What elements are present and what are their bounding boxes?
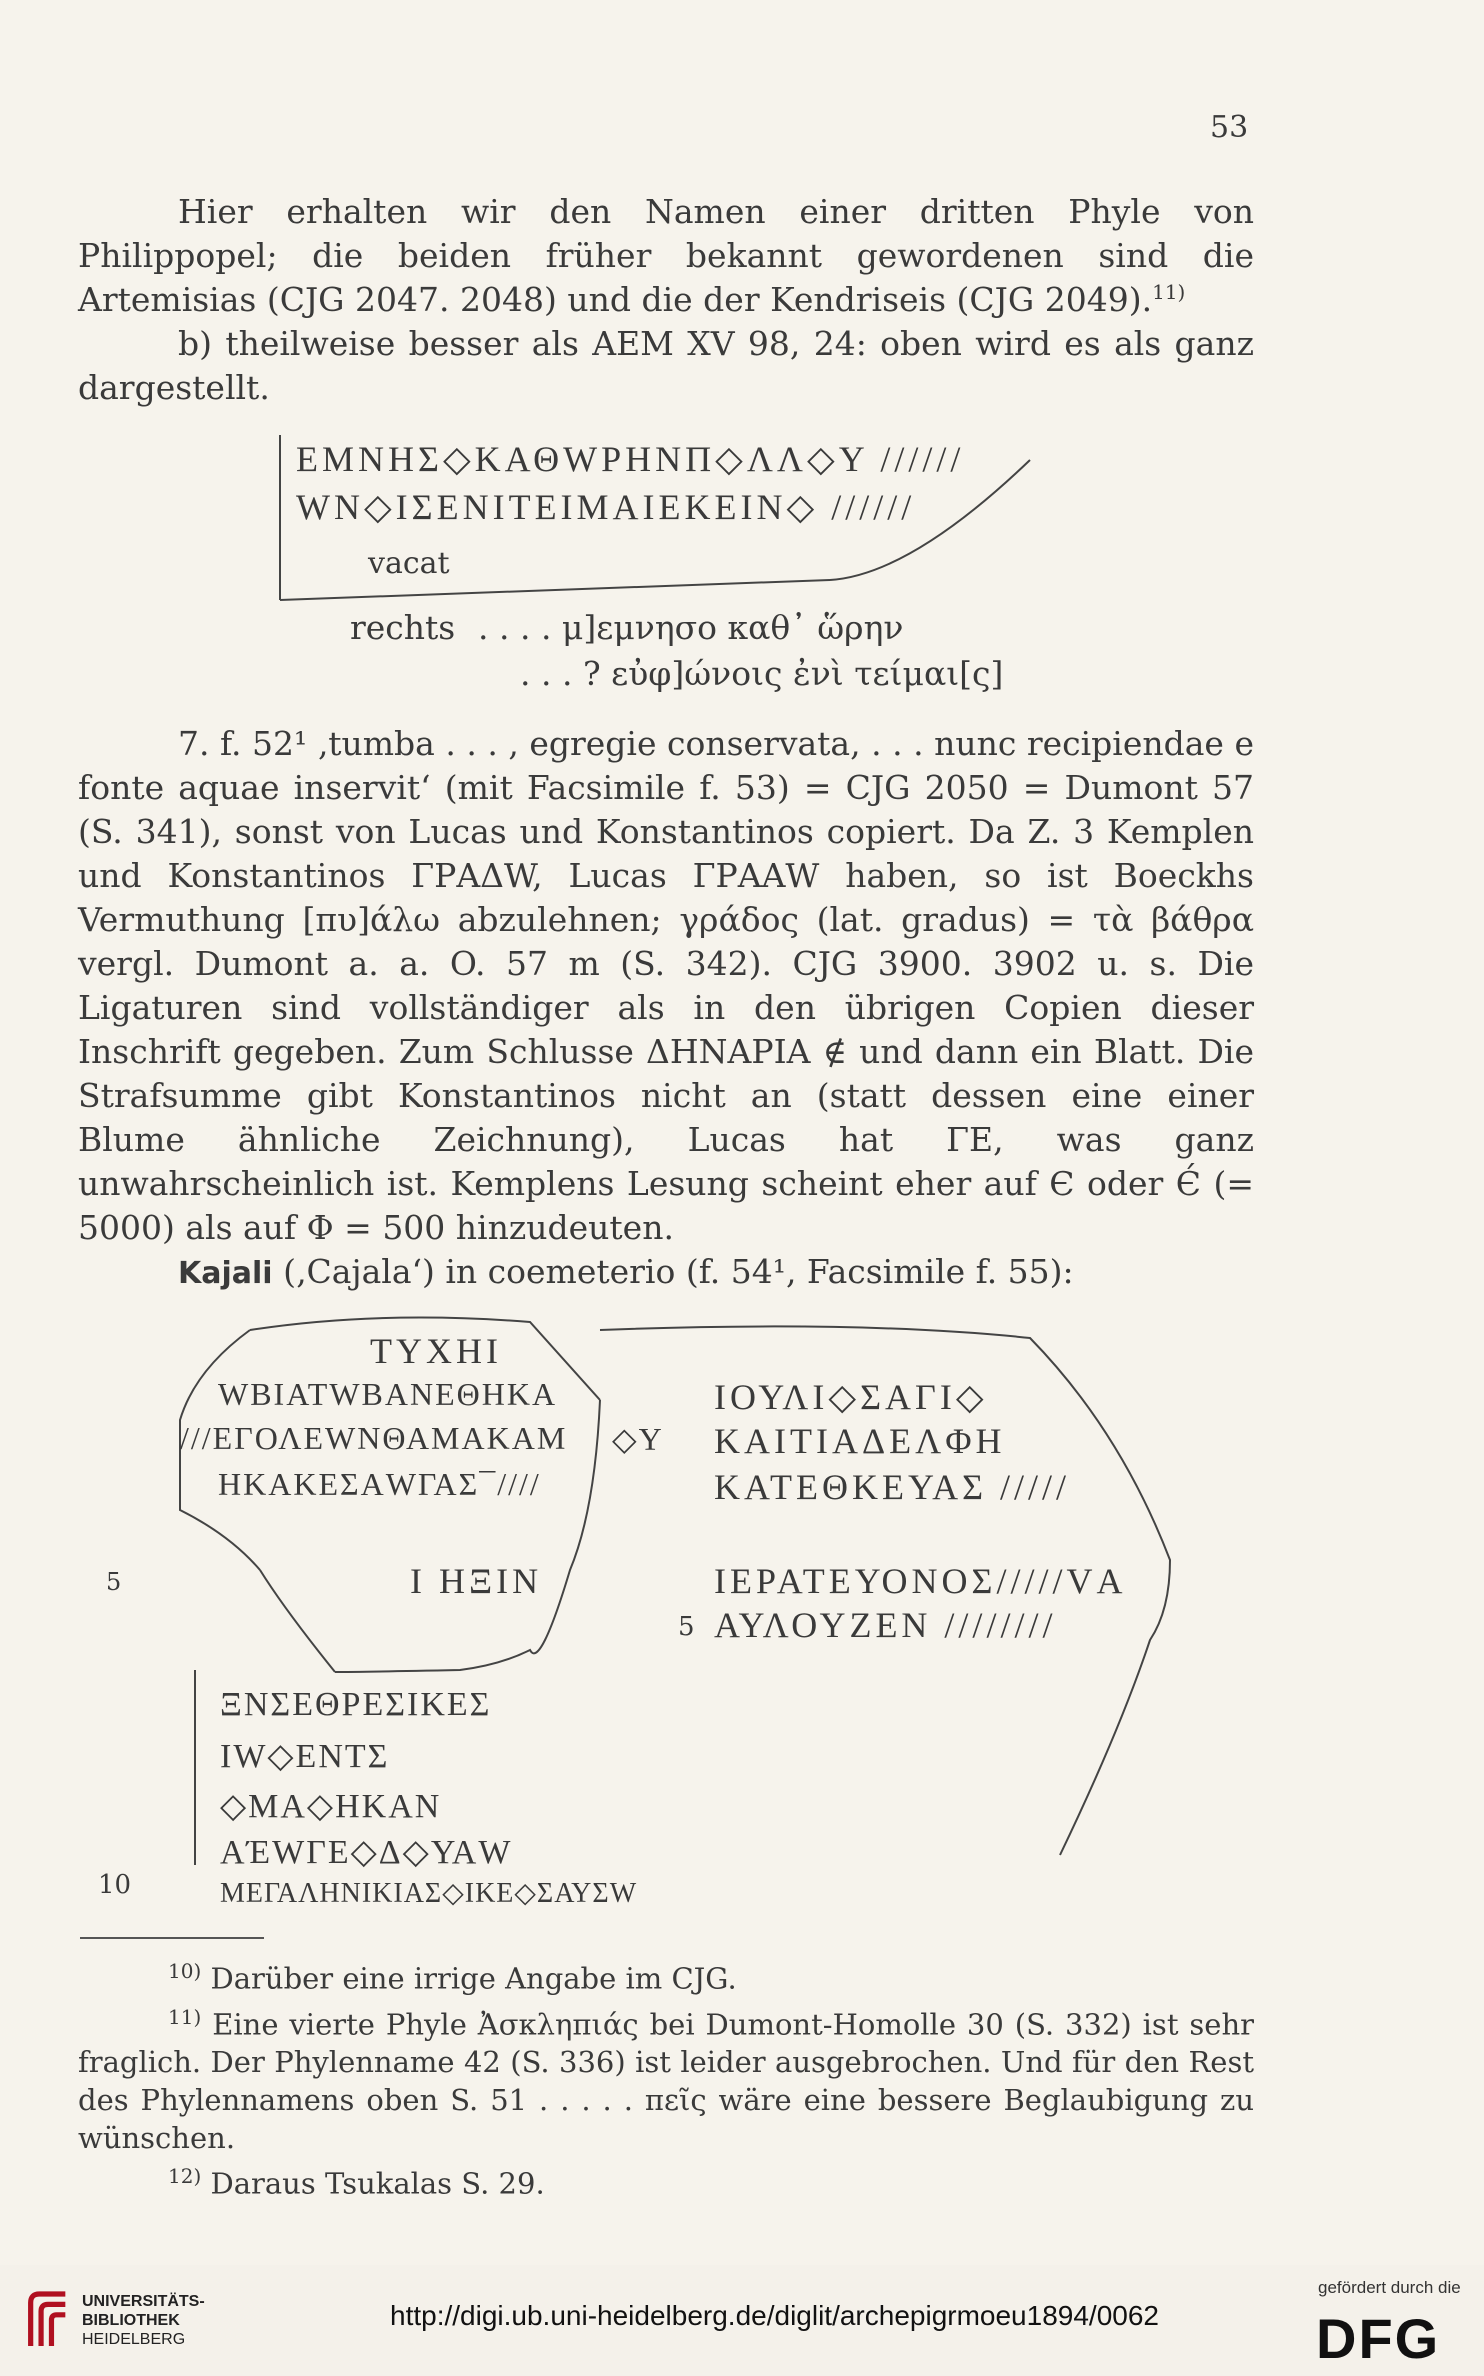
sponsor-label: gefördert durch die	[1318, 2278, 1461, 2297]
rechts-label: rechts	[350, 608, 456, 647]
footnote-12	[78, 2157, 1254, 2203]
kajali-right-line-3: ΙΕΡΑΤΕΥΟΝΟΣ/////VΑ	[714, 1561, 1127, 1601]
left-stone-bottom	[260, 1570, 335, 1672]
paragraph-phyle	[78, 190, 1254, 322]
kajali-left-line-4: Ι ΗΞΙΝ	[410, 1561, 543, 1601]
library-name-line-1: UNIVERSITÄTS-	[82, 2293, 205, 2310]
footnote-ref-11: 11)	[1152, 280, 1186, 304]
frame-bottom-rule	[280, 580, 830, 600]
footnote-11-number: 11)	[168, 2004, 202, 2029]
kajali-lower-line-3: ΑΈWΓΕ◇Δ◇ΥΑW	[220, 1834, 513, 1871]
paragraph-7: 7. f. 52¹ ‚tumba . . . , egregie conservata, . . . nunc recipiendae e fonte aquae inservit‘ (mit Facsimile f. 53) = CJG 2050 = Dumont 57 (S. 341), sonst von Lucas und Konstantinos copiert. Da Z. 3 Kemplen und Konstantinos ΓΡΑΔW, Lucas ΓΡΑΑW haben, so ist Boeckhs Vermuthung [πυ]άλω abzulehnen; γράδος (lat. gradus) = τὰ βάθρα vergl. Dumont a. a. O. 57 m (S. 342). CJG 3900. 3902 u. s. Die Ligaturen sind vollständiger als in den übrigen Copien dieser Inschrift gegeben. Zum Schlusse ΔΗΝΑΡΙΑ ∉ und dann ein Blatt. Die Strafsumme gibt Konstantinos nicht an (statt dessen eine einer Blume ähnliche Zeichnung), Lucas hat ΓΕ, was ganz unwahrscheinlich ist. Kemplens Lesung scheint eher auf Є oder Є́ (= 5000) als auf Φ = 500 hinzudeuten.	[78, 724, 1254, 1247]
kajali-right-line-2: ΚΑΤΕΘΚΕΥΑΣ /////	[714, 1467, 1071, 1507]
kajali-lower-line-0: ΞΝΣΕΘΡΕΣΙΚΕΣ	[220, 1686, 492, 1723]
kajali-left-line-3: ΗΚΑΚΕΣΑWΓΑΣ¯////	[218, 1466, 541, 1502]
footnote-11	[78, 1998, 1254, 2158]
page-number: 53	[1210, 110, 1249, 145]
footnote-12-number: 12)	[168, 2164, 202, 2189]
line-number-5-right: 5	[678, 1612, 695, 1642]
footnotes	[78, 1952, 1254, 2203]
kajali-right-line-0: ΙΟΥΛΙ◇ΣΑΓΙ◇	[714, 1377, 988, 1417]
kajali-lower-line-2: ◇ΜΑ◇ΗΚΑΝ	[220, 1788, 442, 1825]
kajali-right-line-1: ΚΑΙΤΙΑΔΕΛΦΗ	[714, 1421, 1006, 1461]
line-number-5-left: 5	[106, 1568, 122, 1596]
kajali-heading-bold: Kajali	[178, 1256, 273, 1291]
footnote-10	[78, 1952, 1254, 1998]
intro-paragraphs	[78, 190, 1254, 410]
vacat-label: vacat	[368, 546, 450, 581]
kajali-joiner: ◇Υ	[612, 1421, 664, 1457]
library-name-line-2: BIBLIOTHEK	[82, 2312, 180, 2329]
library-name	[82, 2292, 205, 2349]
kajali-heading-block	[78, 1250, 1254, 1296]
kajali-left-line-0: ΤΥΧΗΙ	[370, 1331, 502, 1371]
paragraph-7-block	[78, 722, 1254, 1250]
footnote-10-text: Darüber eine irrige Angabe im CJG.	[210, 1961, 737, 1996]
rechts-line-2: . . . ? εὐφ]ώνοις ἐνὶ τείμαι[ς]	[520, 654, 1004, 693]
dfg-logo: DFG	[1316, 2307, 1441, 2370]
inscription-b-line2: WΝ◇ΙΣΕΝΙΤΕΙΜΑΙΕΚΕΙΝ◇ //////	[296, 487, 916, 527]
footnote-10-number: 10)	[168, 1959, 202, 1983]
line-number-10: 10	[98, 1870, 132, 1900]
paragraph-b: b) theilweise besser als AEM XV 98, 24: oben wird es als ganz dargestellt.	[78, 324, 1254, 407]
kajali-heading-text: (‚Cajala‘) in coemeterio (f. 54¹, Facsimile f. 55):	[283, 1252, 1074, 1291]
library-logo-icon	[22, 2284, 74, 2356]
footnote-12-text: Daraus Tsukalas S. 29.	[210, 2166, 545, 2201]
inscription-b-line1: ΕΜΝΗΣ◇ΚΑΘWΡΗΝΠ◇ΛΛ◇Υ //////	[296, 439, 965, 479]
kajali-lower-line-1: ΙW◇ΕΝΤΣ	[220, 1738, 390, 1775]
permalink-url[interactable]: http://digi.ub.uni-heidelberg.de/diglit/archepigrmoeu1894/0062	[390, 2300, 1159, 2331]
rechts-line-1: . . . . μ]εμνησο καθ᾽ ὥρην	[478, 608, 904, 647]
kajali-left-line-1: WΒΙΑΤWΒΑΝΕΘΗΚΑ	[218, 1376, 558, 1412]
paragraph-phyle-text: Hier erhalten wir den Namen einer dritten Phyle von Philippopel; die beiden früher bekannt gewordenen sind die Artemisias (CJG 2047. 2048) und die der Kendriseis (CJG 2049).	[78, 192, 1254, 319]
footnote-divider	[80, 1937, 264, 1939]
kajali-right-line-4: ΑΥΛΟΥΖΕΝ ////////	[714, 1605, 1057, 1645]
footnote-11-text: Eine vierte Phyle Ἀσκληπιάς bei Dumont-Homolle 30 (S. 332) ist sehr fraglich. Der Phylenname 42 (S. 336) ist leider ausgebrochen. Und für den Rest des Phylennamens oben S. 51 . . . . . πεῖς wäre eine bessere Beglaubigung zu wünschen.	[78, 2007, 1254, 2156]
library-name-line-3: HEIDELBERG	[82, 2331, 186, 2348]
kajali-left-line-2: ///ΕΓΟΛΕWΝΘΑΜΑΚΑΜ	[180, 1420, 568, 1456]
kajali-lower-line-4: ΜΕΓΑΛΗΝΙΚΙΑΣ◇ΙΚΕ◇ΣΑΥΣW	[220, 1878, 638, 1909]
